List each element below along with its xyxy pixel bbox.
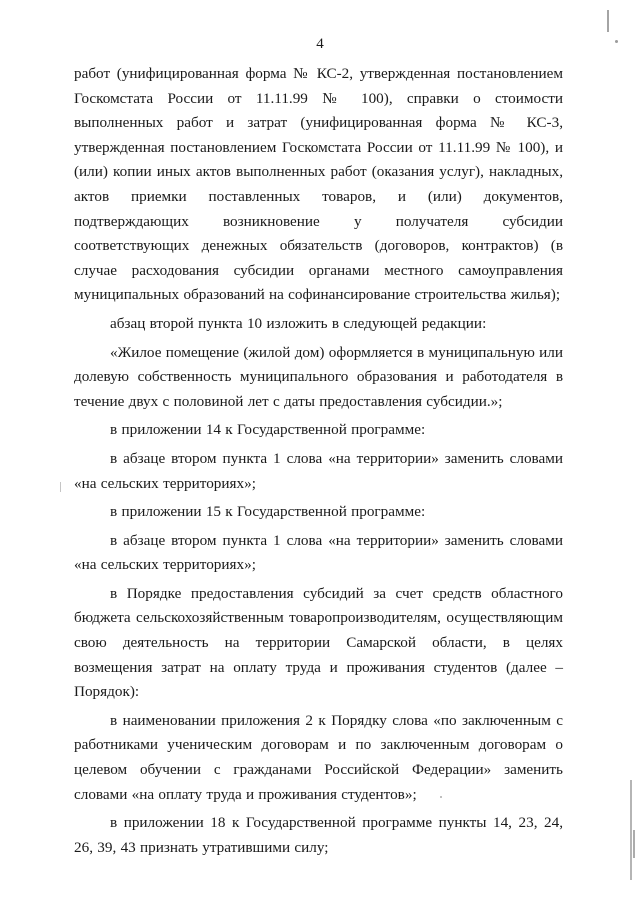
paragraph: в приложении 15 к Государственной программе: [110, 503, 426, 521]
scan-artifact [427, 822, 430, 824]
scan-artifact [607, 10, 609, 32]
paragraph: в Порядке предоставления субсидий за счет средств областного бюджета сельскохозяйственным товаропроизводителям, осуществляющим свою деятельность на территории Самарской области, в целях возмещения затрат на оплату труда и проживания студентов (далее – Порядок): [74, 584, 563, 701]
page-number: 4 [316, 36, 324, 52]
scan-artifact [60, 482, 61, 492]
paragraph: в абзаце втором пункта 1 слова «на территории» заменить словами «на сельских территориях»; [74, 531, 563, 574]
scan-artifact [630, 780, 632, 880]
paragraph: в приложении 18 к Государственной программе пункты 14, 23, 24, 26, 39, 43 признать утратившими силу; [74, 814, 563, 856]
scan-artifact [440, 796, 442, 798]
document-body [74, 62, 563, 864]
paragraph: в наименовании приложения 2 к Порядку слова «по заключенным с работниками ученическим договорам и по заключенным договорам о целевом обучении с гражданами Российской Федерации» заменить словами «на оплату труда и проживания студентов»; [74, 711, 563, 803]
paragraph: в приложении 14 к Государственной программе: [110, 421, 426, 439]
paragraph: в абзаце втором пункта 1 слова «на территории» заменить словами «на сельских территориях»; [74, 449, 563, 492]
paragraph-quote: «Жилое помещение (жилой дом) оформляется в муниципальную или долевую собственность муниципального образования и работодателя в течение двух с половиной лет с даты предоставления субсидии.»; [74, 343, 563, 410]
paragraph-continuation: работ (унифицированная форма № КС-2, утвержденная постановлением Госкомстата России от 11.11.99 № 100), справки о стоимости выполненных работ и затрат (унифицированная форма № КС-3, утвержденная постановлением Госкомстата России от 11.11.99 № 100), и (или) копии иных актов выполненных работ (оказания услуг), накладных, актов приемки поставленных товаров, и (или) документов, подтверждающих возникновение у получателя субсидии соответствующих денежных обязательств (договоров, контрактов) (в случае расходования субсидии органами местного самоуправления муниципальных образований на софинансирование строительства жилья); [74, 65, 563, 304]
paragraph: абзац второй пункта 10 изложить в следующей редакции: [110, 314, 487, 332]
scan-artifact [633, 830, 635, 858]
scan-artifact [615, 40, 618, 43]
